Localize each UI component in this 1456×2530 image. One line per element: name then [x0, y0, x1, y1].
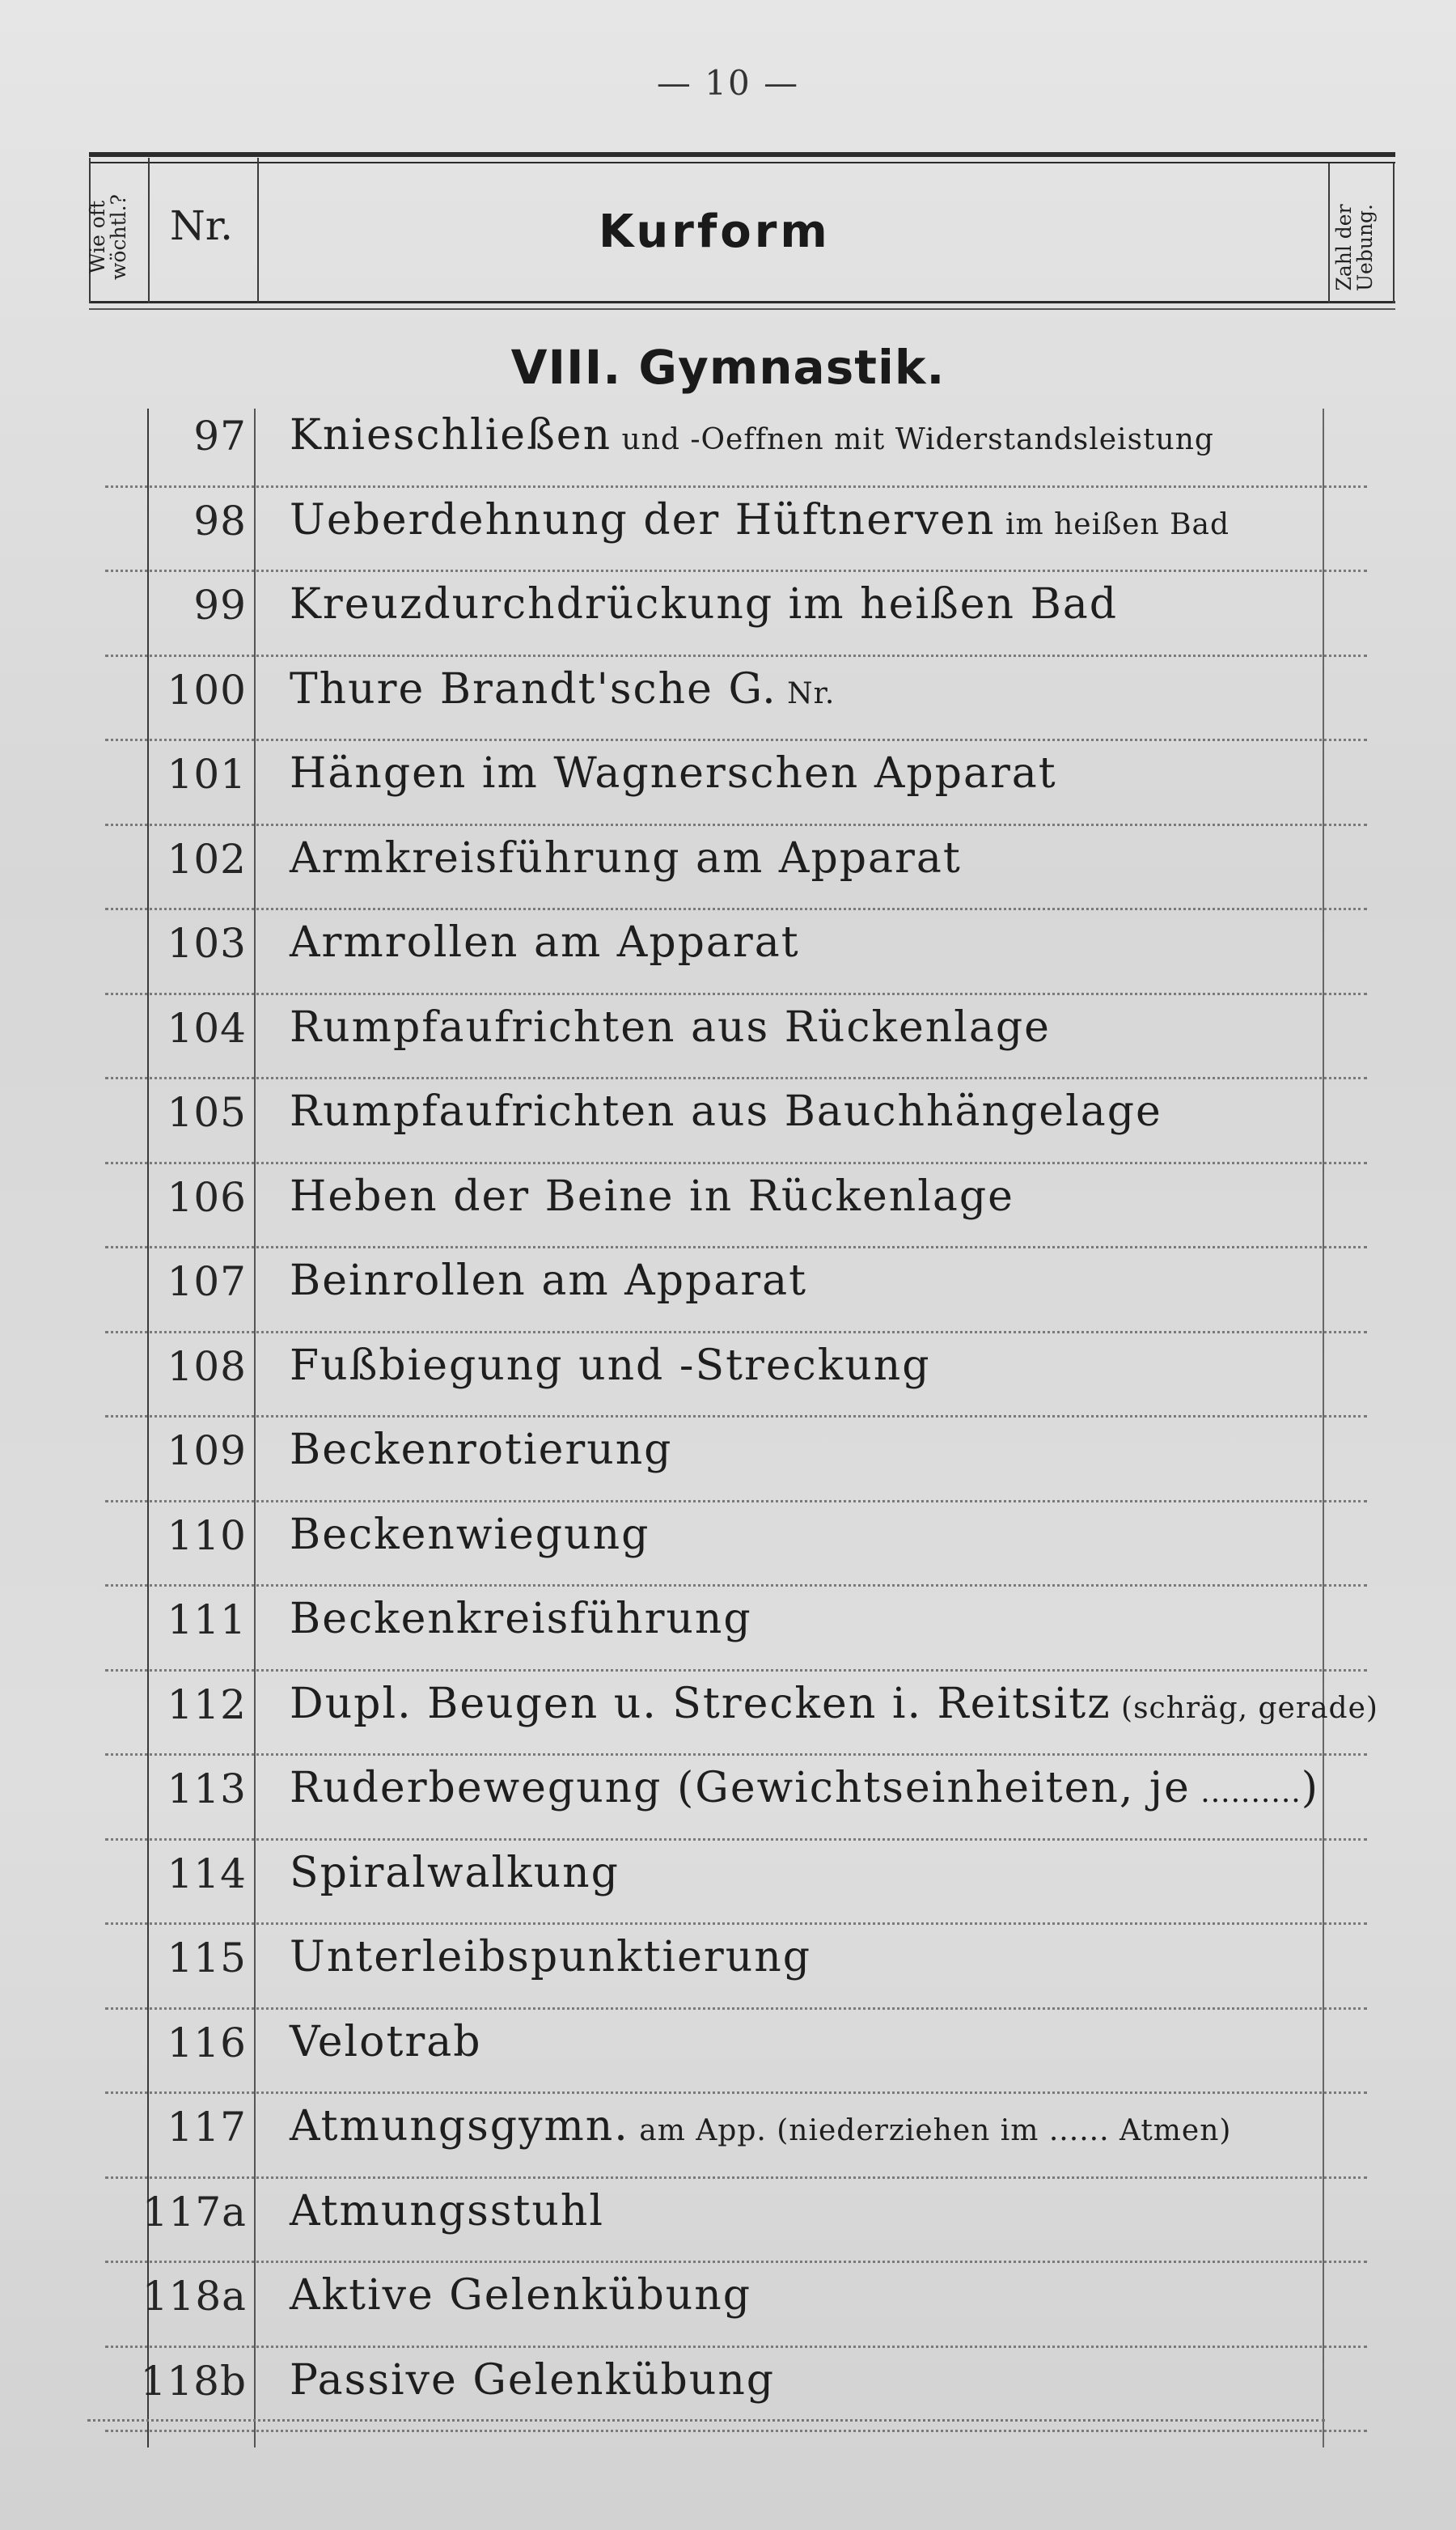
column-header-nr: Nr. [170, 202, 234, 249]
exercise-main-text: Velotrab [290, 2017, 482, 2066]
exercise-main-text: Thure Brandt'sche G. [290, 664, 777, 714]
table-row [89, 1587, 1375, 1672]
row-number: 118b [140, 2357, 247, 2405]
row-number: 109 [167, 1427, 247, 1474]
exercise-main-text: Atmungsstuhl [290, 2186, 604, 2235]
row-exercise-name [290, 1680, 1378, 1728]
table-row [89, 1333, 1375, 1418]
column-header-wie-oft: Wie oft wöchtl.? [86, 194, 131, 280]
row-exercise-name [290, 1087, 1162, 1136]
row-exercise-name [290, 580, 1118, 629]
exercise-small-text: Nr. [777, 676, 836, 710]
table-row [89, 1756, 1375, 1841]
exercise-small-text: (schräg, gerade) [1111, 1691, 1378, 1725]
row-number: 117 [167, 2104, 247, 2151]
row-exercise-name [290, 1595, 752, 1643]
row-number: 102 [167, 835, 247, 883]
table-row [89, 488, 1375, 573]
table-row [89, 1248, 1375, 1333]
exercise-main-text: Beckenrotierung [290, 1426, 673, 1474]
row-exercise-name [290, 1933, 811, 1981]
row-number: 105 [167, 1089, 247, 1136]
row-exercise-name [290, 1426, 672, 1474]
row-number: 98 [193, 497, 247, 545]
exercise-main-text: Armrollen am Apparat [290, 918, 800, 967]
exercise-main-text: Spiralwalkung [290, 1848, 620, 1897]
table-row [89, 1672, 1378, 1757]
row-number: 99 [193, 582, 247, 629]
exercise-small-text: im heißen Bad [995, 507, 1230, 541]
row-exercise-name [290, 2018, 482, 2066]
row-number: 112 [167, 1680, 247, 1728]
table-row [89, 910, 1375, 995]
exercise-small-text: am App. (niederziehen im ...... Atmen) [629, 2114, 1232, 2147]
row-exercise-name [290, 918, 800, 967]
exercise-main-text: Rumpfaufrichten aus Rückenlage [290, 1002, 1051, 1052]
exercise-main-text: Passive Gelenkübung [290, 2355, 776, 2405]
row-number: 108 [167, 1342, 247, 1390]
exercise-main-text: Beckenkreisführung [290, 1595, 752, 1643]
exercise-main-text: Rumpfaufrichten aus Bauchhängelage [290, 1087, 1162, 1136]
row-number: 103 [167, 920, 247, 967]
exercise-small-text: .......... [1190, 1776, 1302, 1809]
table-row [89, 995, 1375, 1080]
row-exercise-name [290, 1172, 1014, 1221]
row-exercise-name [290, 749, 1057, 798]
row-exercise-name [290, 834, 962, 883]
exercise-main-text: Hängen im Wagnerschen Apparat [290, 749, 1057, 798]
table-row [89, 1164, 1375, 1249]
row-exercise-name [290, 2356, 775, 2405]
page-number: — 10 — [656, 63, 800, 103]
row-exercise-name [290, 2102, 1231, 2151]
row-exercise-name [290, 1764, 1319, 1812]
table-row [89, 1502, 1375, 1587]
row-exercise-name [290, 1257, 807, 1305]
exercise-main-text: Knieschließen [290, 411, 612, 460]
exercise-tail-text: ) [1301, 1764, 1320, 1812]
row-number: 106 [167, 1173, 247, 1221]
table-row [89, 1841, 1375, 1926]
table-row [89, 741, 1375, 826]
exercise-main-text: Ruderbewegung (Gewichtseinheiten, je [290, 1764, 1191, 1812]
row-exercise-name [290, 1849, 620, 1897]
row-number: 100 [167, 666, 247, 714]
section-title: VIII. Gymnastik. [510, 340, 946, 395]
table-row [89, 1925, 1375, 2010]
exercise-main-text: Aktive Gelenkübung [290, 2271, 752, 2320]
exercise-main-text: Heben der Beine in Rückenlage [290, 1172, 1014, 1221]
row-number: 110 [167, 1511, 247, 1559]
row-number: 101 [167, 751, 247, 798]
table-row [89, 572, 1375, 657]
exercise-main-text: Unterleibspunktierung [290, 1933, 812, 1981]
exercise-main-text: Beckenwiegung [290, 1510, 650, 1559]
exercise-small-text: und -Oeffnen [612, 423, 824, 456]
row-number: 117a [142, 2188, 247, 2235]
exercise-main-text: Kreuzdurchdrückung im heißen Bad [290, 580, 1119, 629]
row-number: 114 [167, 1850, 247, 1897]
table-row [89, 1079, 1375, 1164]
row-number: 118a [142, 2273, 247, 2320]
table-row [89, 1418, 1375, 1502]
table-row [89, 2010, 1375, 2095]
table-row [89, 403, 1375, 488]
exercise-main-text: Atmungsgymn. [290, 2102, 629, 2151]
row-number: 107 [167, 1258, 247, 1305]
row-exercise-name [290, 2187, 604, 2235]
exercise-main-text: Beinrollen am Apparat [290, 1257, 808, 1305]
row-exercise-name [290, 2271, 751, 2320]
table-row [89, 2263, 1375, 2348]
row-exercise-name [290, 1003, 1051, 1052]
row-number: 115 [167, 1935, 247, 1981]
row-number: 111 [167, 1596, 247, 1643]
row-number: 113 [167, 1765, 247, 1812]
row-number: 104 [167, 1004, 247, 1052]
row-dotted-rule [105, 2430, 1367, 2432]
row-exercise-name [290, 665, 835, 714]
column-header-zahl-der-uebung: Zahl der Uebung. [1332, 203, 1378, 292]
exercise-main-text: Dupl. Beugen u. Strecken i. Reitsitz [290, 1679, 1111, 1728]
exercise-small-text: mit Widerstandsleistung [823, 423, 1214, 456]
row-exercise-name [290, 496, 1230, 545]
row-exercise-name [290, 1341, 931, 1390]
table-row [89, 2094, 1375, 2179]
exercise-main-text: Armkreisführung am Apparat [290, 833, 962, 883]
table-row [89, 826, 1375, 911]
exercise-main-text: Ueberdehnung der Hüftnerven [290, 495, 996, 545]
row-number: 116 [167, 2019, 247, 2066]
exercise-main-text: Fußbiegung und -Streckung [290, 1341, 931, 1390]
table-row [89, 2179, 1375, 2264]
table-row [89, 657, 1375, 742]
row-number: 97 [193, 413, 247, 460]
row-exercise-name [290, 1511, 650, 1559]
row-exercise-name [290, 411, 1214, 460]
column-header-kurform: Kurform [599, 206, 831, 258]
table-bottom-rule [87, 2419, 1325, 2422]
